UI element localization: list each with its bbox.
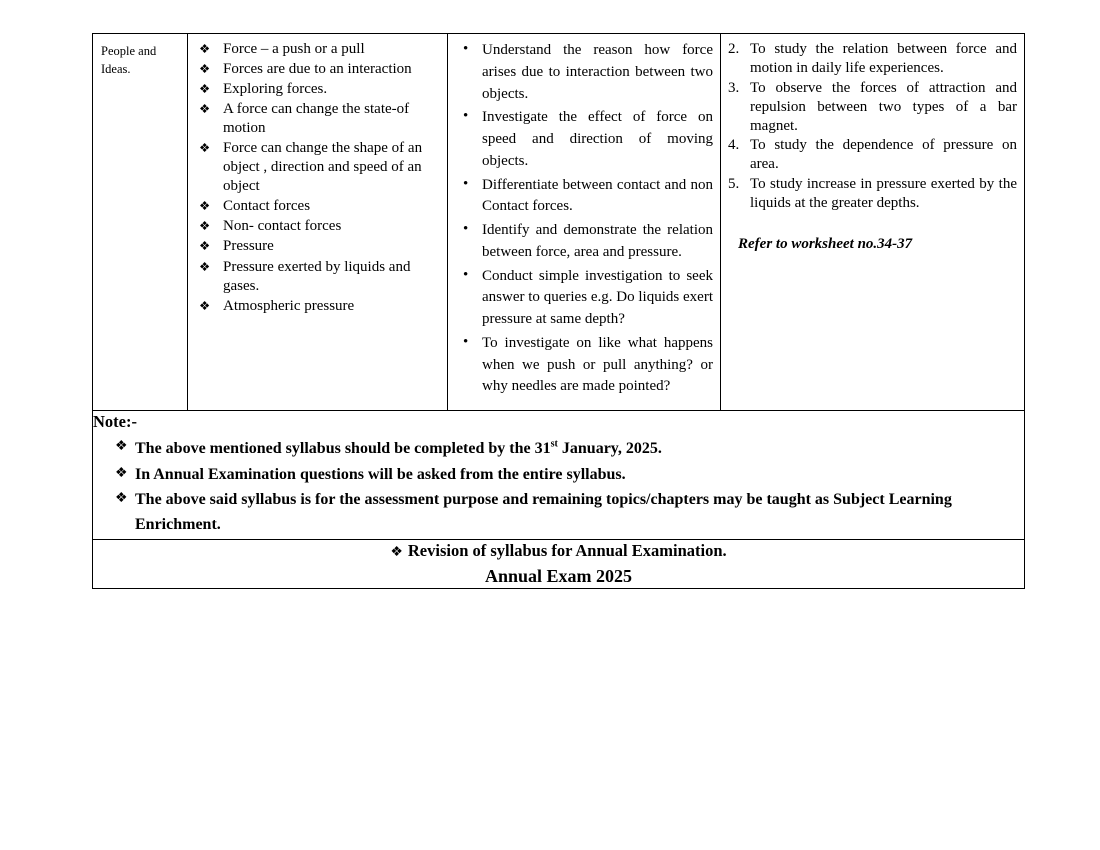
activity-item: [728, 79, 1017, 136]
table-row-note: [93, 411, 1025, 540]
cell-skills: [448, 34, 721, 411]
note-item-text: The above mentioned syllabus should be completed by the 31st January, 2025.: [135, 438, 662, 457]
key-idea-item: [195, 100, 440, 138]
note-item: [93, 488, 1024, 538]
cell-topic: [93, 34, 188, 411]
key-idea-item: [195, 40, 440, 59]
skill-item: [455, 266, 713, 331]
syllabus-table: [92, 33, 1025, 589]
key-idea-item-text: Exploring forces.: [223, 81, 328, 98]
footer-revision-line: [93, 540, 1024, 563]
skill-item-text: To investigate on like what happens when we push or pull anything? or why needles are made pointed?: [482, 334, 713, 395]
skill-item: [455, 333, 713, 398]
activity-text: To observe the forces of attraction and repulsion between two types of a bar magnet.: [750, 79, 1017, 134]
cell-activities: [721, 34, 1025, 411]
skill-item: [455, 40, 713, 105]
key-idea-item-text: Non- contact forces: [223, 218, 342, 235]
footer-revision-text: Revision of syllabus for Annual Examination.: [407, 540, 727, 560]
key-idea-item: [195, 258, 440, 296]
note-item: [93, 436, 1024, 461]
skills-list: [455, 40, 713, 398]
key-idea-item: [195, 217, 440, 236]
activity-text: To study increase in pressure exerted by the liquids at the greater depths.: [750, 176, 1017, 212]
footer-exam-title: Annual Exam 2025: [484, 565, 633, 586]
note-item: [93, 463, 1024, 488]
cell-note: [93, 411, 1025, 540]
cell-key-ideas: [188, 34, 448, 411]
skill-item: [455, 107, 713, 172]
round-bullet-icon: •: [463, 41, 469, 57]
key-idea-item-text: Pressure exerted by liquids and gases.: [223, 258, 411, 294]
skill-item-text: Conduct simple investigation to seek answer to queries e.g. Do liquids exert pressure at same depth?: [482, 267, 713, 327]
topic-label: People and Ideas.: [101, 44, 157, 77]
diamond-bullet-icon: ❖: [115, 491, 128, 507]
key-idea-item-text: Pressure: [223, 238, 274, 255]
diamond-bullet-icon: ❖: [199, 259, 211, 274]
note-title: Note:-: [93, 412, 137, 431]
diamond-bullet-icon: ❖: [199, 62, 211, 77]
skill-item-text: Understand the reason how force arises due to interaction between two objects.: [482, 42, 713, 102]
diamond-bullet-icon: ❖: [199, 219, 211, 234]
round-bullet-icon: •: [463, 175, 469, 192]
diamond-bullet-icon: ❖: [199, 82, 211, 97]
key-idea-item-text: A force can change the state-of motion: [223, 101, 410, 137]
note-item-text: The above said syllabus is for the assessment purpose and remaining topics/chapters may be taught as Subject Learning Enrichment.: [135, 491, 952, 534]
skill-item-text: Investigate the effect of force on speed and direction of moving objects.: [482, 109, 713, 169]
key-ideas-list: [195, 40, 440, 316]
activity-number: 2.: [728, 41, 740, 57]
skill-item: [455, 220, 713, 264]
round-bullet-icon: •: [463, 221, 469, 237]
skill-item: [455, 175, 713, 219]
key-idea-item: [195, 237, 440, 256]
diamond-bullet-icon: ❖: [199, 42, 211, 56]
diamond-bullet-icon: ❖: [199, 141, 211, 156]
diamond-bullet-icon: ❖: [115, 439, 128, 455]
activities-list: [728, 40, 1017, 213]
key-idea-item: [195, 139, 440, 196]
diamond-bullet-icon: ❖: [199, 239, 211, 254]
ordinal-suffix: st: [550, 438, 558, 450]
worksheet-reference: Refer to worksheet no.34-37: [738, 236, 913, 253]
table-row-footer: [93, 539, 1025, 588]
key-idea-item-text: Force can change the shape of an object , direction and speed of an object: [223, 140, 423, 195]
note-list: [93, 436, 1024, 538]
diamond-bullet-icon: ❖: [199, 298, 211, 313]
key-idea-item-text: Atmospheric pressure: [223, 297, 355, 314]
key-idea-item: [195, 197, 440, 216]
diamond-bullet-icon: ❖: [199, 199, 211, 214]
cell-footer: [93, 539, 1025, 588]
skill-item-text: Differentiate between contact and non Contact forces.: [482, 176, 713, 215]
key-idea-item: [195, 297, 440, 316]
table-row-content: [93, 34, 1025, 411]
activity-text: To study the dependence of pressure on area.: [750, 137, 1017, 173]
skill-item-text: Identify and demonstrate the relation between force, area and pressure.: [482, 222, 713, 260]
diamond-bullet-icon: ❖: [390, 544, 403, 560]
activity-item: [728, 136, 1017, 174]
key-idea-item: [195, 60, 440, 79]
round-bullet-icon: •: [463, 108, 469, 125]
diamond-bullet-icon: ❖: [115, 465, 128, 481]
activity-item: [728, 40, 1017, 78]
activity-item: [728, 175, 1017, 213]
diamond-bullet-icon: ❖: [199, 102, 211, 117]
key-idea-item-text: Contact forces: [223, 198, 311, 215]
syllabus-document: [92, 33, 1020, 589]
round-bullet-icon: •: [463, 333, 469, 350]
activity-text: To study the relation between force and motion in daily life experiences.: [750, 41, 1017, 76]
key-idea-item-text: Force – a push or a pull: [223, 41, 365, 57]
round-bullet-icon: •: [463, 266, 469, 283]
key-idea-item: [195, 80, 440, 99]
key-idea-item-text: Forces are due to an interaction: [223, 61, 412, 78]
activity-number: 4.: [728, 137, 740, 154]
activity-number: 3.: [728, 79, 740, 96]
activity-number: 5.: [728, 176, 740, 193]
note-item-text: In Annual Examination questions will be asked from the entire syllabus.: [135, 465, 626, 483]
